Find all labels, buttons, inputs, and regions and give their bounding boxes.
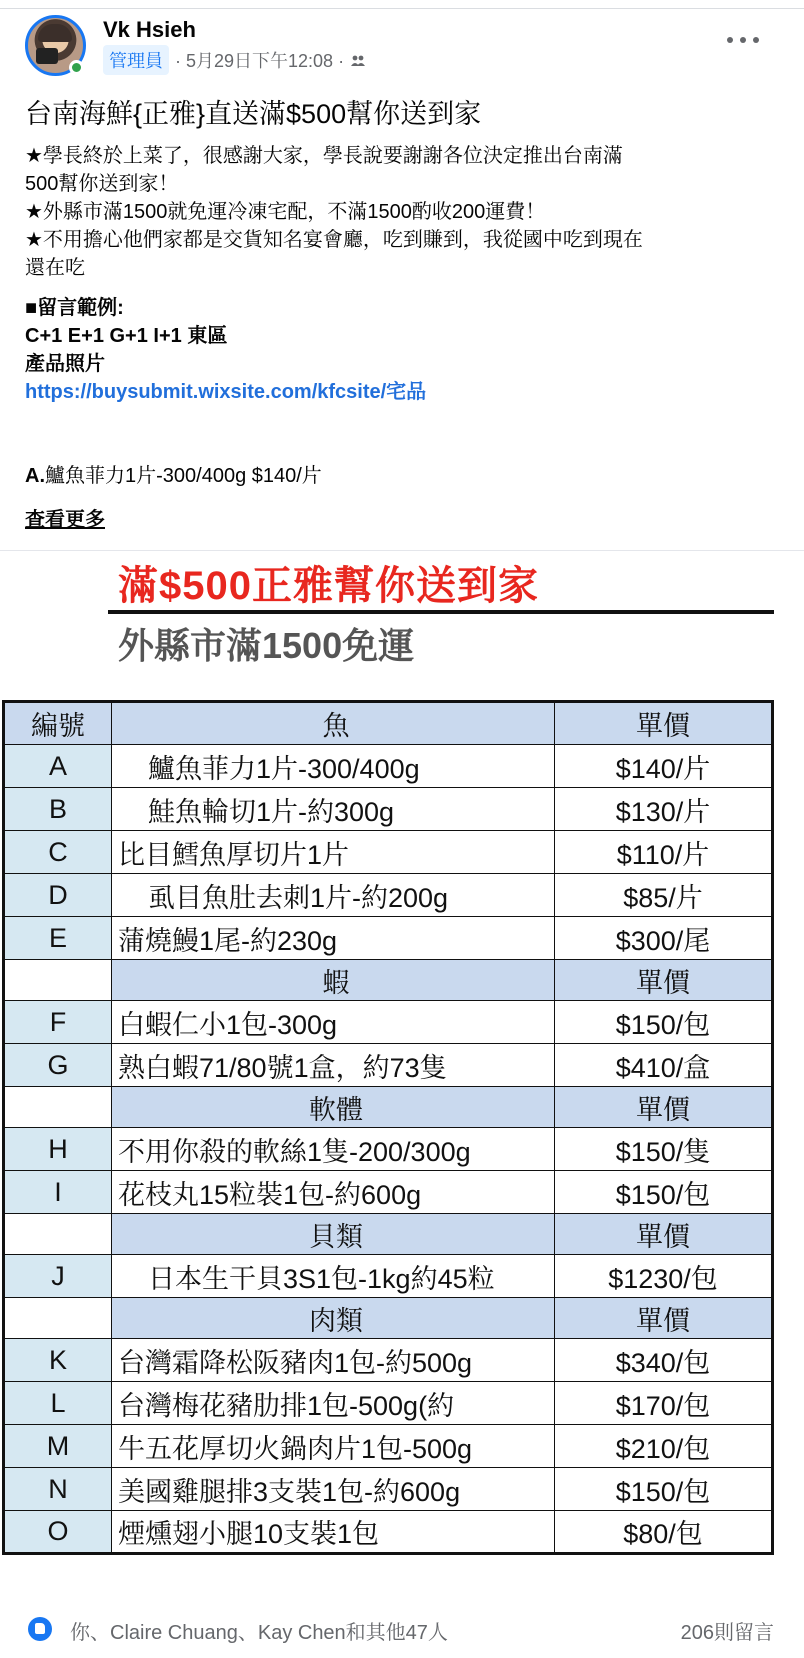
section-blank-cell xyxy=(4,960,112,1001)
example-line: C+1 E+1 G+1 I+1 東區 xyxy=(25,325,228,347)
item-name: 蒲燒鰻1尾-約230g xyxy=(112,917,555,960)
item-name: 煙燻翅小腿10支裝1包 xyxy=(112,1511,555,1554)
header-code: 編號 xyxy=(4,702,112,745)
item-code: D xyxy=(4,874,112,917)
item-price: $340/包 xyxy=(555,1339,773,1382)
image-subtitle: 外縣市滿1500免運 xyxy=(118,625,415,666)
section-heading: 貝類 xyxy=(112,1214,555,1255)
item-name: 比目鱈魚厚切片1片 xyxy=(112,831,555,874)
table-row xyxy=(4,1001,773,1044)
more-options-icon[interactable] xyxy=(727,30,761,50)
section-price-heading: 單價 xyxy=(555,960,773,1001)
item-code: J xyxy=(4,1255,112,1298)
body-line: ★學長終於上菜了，很感謝大家，學長說要謝謝各位決定推出台南滿 xyxy=(25,145,623,167)
post-meta xyxy=(103,46,366,74)
item-code: L xyxy=(4,1382,112,1425)
item-price: $1230/包 xyxy=(555,1255,773,1298)
table-row xyxy=(4,745,773,788)
item-price: $150/包 xyxy=(555,1171,773,1214)
item-name: 日本生干貝3S1包-1kg約45粒 xyxy=(112,1255,555,1298)
item-code: I xyxy=(4,1171,112,1214)
section-blank-cell xyxy=(4,1298,112,1339)
item-code: C xyxy=(4,831,112,874)
item-name: 牛五花厚切火鍋肉片1包-500g xyxy=(112,1425,555,1468)
image-title: 滿$500正雅幫你送到家 xyxy=(118,564,539,608)
item-name: 鱸魚菲力1片-300/400g xyxy=(112,745,555,788)
group-icon xyxy=(350,52,366,68)
table-section-row xyxy=(4,1298,773,1339)
item-price: $150/包 xyxy=(555,1468,773,1511)
item-name: 台灣梅花豬肋排1包-500g(約 xyxy=(112,1382,555,1425)
table-section-row xyxy=(4,1214,773,1255)
table-row xyxy=(4,917,773,960)
item-price: $300/尾 xyxy=(555,917,773,960)
item-code: M xyxy=(4,1425,112,1468)
item-code: N xyxy=(4,1468,112,1511)
item-name: 熟白蝦71/80號1盒，約73隻 xyxy=(112,1044,555,1087)
top-divider xyxy=(0,8,804,9)
author-name[interactable]: Vk Hsieh xyxy=(103,17,196,42)
item-price: $410/盒 xyxy=(555,1044,773,1087)
item-a-prefix: A. xyxy=(25,465,45,487)
product-link[interactable]: https://buysubmit.wixsite.com/kfcsite/宅品 xyxy=(25,381,427,403)
item-price: $130/片 xyxy=(555,788,773,831)
table-row xyxy=(4,1382,773,1425)
item-name: 鮭魚輪切1片-約300g xyxy=(112,788,555,831)
avatar-camera xyxy=(36,48,58,64)
item-name: 白蝦仁小1包-300g xyxy=(112,1001,555,1044)
section-blank-cell xyxy=(4,1214,112,1255)
table-row xyxy=(4,874,773,917)
table-row xyxy=(4,1339,773,1382)
header-category: 魚 xyxy=(112,702,555,745)
item-code: K xyxy=(4,1339,112,1382)
like-icon[interactable] xyxy=(28,1617,52,1641)
item-code: F xyxy=(4,1001,112,1044)
reactors-text[interactable]: 你、Claire Chuang、Kay Chen和其他47人 xyxy=(70,1622,448,1644)
item-name: 美國雞腿排3支裝1包-約600g xyxy=(112,1468,555,1511)
header-price: 單價 xyxy=(555,702,773,745)
item-price: $110/片 xyxy=(555,831,773,874)
photo-label: 產品照片 xyxy=(25,353,105,375)
item-code: O xyxy=(4,1511,112,1554)
table-row xyxy=(4,831,773,874)
item-price: $150/隻 xyxy=(555,1128,773,1171)
table-row xyxy=(4,1128,773,1171)
section-price-heading: 單價 xyxy=(555,1298,773,1339)
item-price: $140/片 xyxy=(555,745,773,788)
section-heading: 蝦 xyxy=(112,960,555,1001)
example-heading: ■留言範例: xyxy=(25,297,124,319)
post-body xyxy=(25,142,775,490)
table-row xyxy=(4,1044,773,1087)
section-price-heading: 單價 xyxy=(555,1087,773,1128)
section-heading: 肉類 xyxy=(112,1298,555,1339)
item-code: A xyxy=(4,745,112,788)
image-rule xyxy=(108,610,774,614)
item-code: G xyxy=(4,1044,112,1087)
item-name: 花枝丸15粒裝1包-約600g xyxy=(112,1171,555,1214)
table-row xyxy=(4,1255,773,1298)
online-status-icon xyxy=(69,60,84,75)
table-row xyxy=(4,1425,773,1468)
body-line: ★不用擔心他們家都是交貨知名宴會廳，吃到賺到，我從國中吃到現在 xyxy=(25,229,643,251)
table-row xyxy=(4,1468,773,1511)
item-price: $150/包 xyxy=(555,1001,773,1044)
item-code: H xyxy=(4,1128,112,1171)
post-title: 台南海鮮{正雅}直送滿$500幫你送到家 xyxy=(25,99,482,129)
see-more-link[interactable]: 查看更多 xyxy=(25,509,105,531)
body-line: 還在吃 xyxy=(25,257,85,279)
table-section-row xyxy=(4,1087,773,1128)
section-blank-cell xyxy=(4,1087,112,1128)
section-heading: 軟體 xyxy=(112,1087,555,1128)
item-name: 虱目魚肚去刺1片-約200g xyxy=(112,874,555,917)
item-a-text: 鱸魚菲力1片-300/400g $140/片 xyxy=(45,465,322,487)
item-code: E xyxy=(4,917,112,960)
table-row xyxy=(4,788,773,831)
post-timestamp[interactable]: · 5月29日下午12:08 · xyxy=(175,51,345,71)
table-section-row xyxy=(4,960,773,1001)
table-row xyxy=(4,1511,773,1554)
item-code: B xyxy=(4,788,112,831)
item-price: $210/包 xyxy=(555,1425,773,1468)
post-image[interactable] xyxy=(0,550,804,1549)
avatar-hat xyxy=(38,24,72,42)
role-badge: 管理員 xyxy=(103,45,169,75)
comments-count[interactable]: 206則留言 xyxy=(680,1622,774,1644)
body-line: ★外縣市滿1500就免運冷凍宅配，不滿1500酌收200運費！ xyxy=(25,201,546,223)
item-price: $80/包 xyxy=(555,1511,773,1554)
item-name: 不用你殺的軟絲1隻-200/300g xyxy=(112,1128,555,1171)
price-table xyxy=(2,700,774,1555)
section-price-heading: 單價 xyxy=(555,1214,773,1255)
item-price: $85/片 xyxy=(555,874,773,917)
item-price: $170/包 xyxy=(555,1382,773,1425)
table-header-row xyxy=(4,702,773,745)
body-line: 500幫你送到家！ xyxy=(25,173,179,195)
table-row xyxy=(4,1171,773,1214)
item-name: 台灣霜降松阪豬肉1包-約500g xyxy=(112,1339,555,1382)
